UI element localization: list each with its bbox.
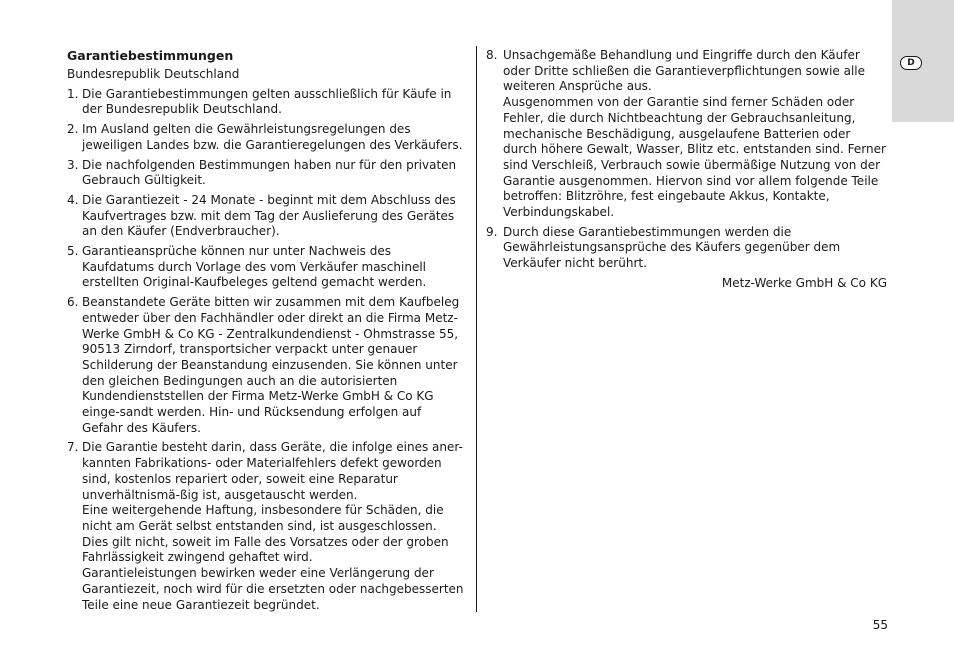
list-item bbox=[67, 122, 465, 153]
list-item-paragraph: Ausgenommen von der Garantie sind ferner Schäden oder Fehler, die durch Nichtbeachtung der Gebrauchsanleitung, mechanische Beschädigung, ausgelaufene Batterien oder durch höhere Gewalt, Wasser, Blitz etc. entstanden sind. Ferner sind Verschleiß, Verbrauch sowie übermäßige Nutzung von der Garantie ausgenommen. Hiervon sind vor allem folgende Teile betroffen: Blitzröhre, fest eingebaute Akkus, Kontakte, Verbindungskabel. bbox=[503, 95, 886, 220]
list-item-paragraph: Garantieansprüche können nur unter Nachweis des Kaufdatums durch Vorlage des vom Verkäufer maschinell erstellten Original-Kaufbeleges geltend gemacht werden. bbox=[82, 244, 427, 290]
list-item bbox=[67, 244, 465, 291]
list-item-number: 9. bbox=[486, 224, 498, 239]
list-item-number: 2. bbox=[67, 122, 79, 137]
list-item-paragraph: Die Garantiezeit - 24 Monate - beginnt mit dem Abschluss des Kaufvertrages bzw. mit dem Tag der Auslieferung des Gerätes an den Käufer (Endverbraucher). bbox=[82, 192, 456, 239]
list-item-number: 4. bbox=[67, 192, 79, 207]
list-item-paragraph: Unsachgemäße Behandlung und Eingriffe durch den Käufer oder Dritte schließen die Garantieverpflichtungen sowie alle weiteren Ansprüche aus. bbox=[503, 48, 865, 94]
list-item bbox=[486, 225, 888, 272]
list-item bbox=[67, 193, 465, 240]
list-item bbox=[486, 48, 888, 221]
terms-list-right bbox=[486, 48, 888, 272]
list-item bbox=[67, 87, 465, 118]
list-item-paragraph: Eine weitergehende Haftung, insbesondere für Schäden, die nicht am Gerät selbst entstanden sind, ist ausgeschlossen. Dies gilt nicht, soweit im Falle des Vorsatzes oder der groben Fahrlässigkeit zwingend gehaftet wird. bbox=[82, 503, 449, 565]
list-item-paragraph: Garantieleistungen bewirken weder eine Verlängerung der Garantiezeit, noch wird für die ersetzten oder nachgebesserten Teile eine neue Garantiezeit begründet. bbox=[82, 566, 464, 612]
list-item bbox=[67, 295, 465, 436]
column-divider bbox=[476, 46, 477, 612]
list-item-paragraph: Die Garantie besteht darin, dass Geräte, die infolge eines aner-kannten Fabrikations- oder Materialfehlers defekt geworden sind, kostenlos repariert oder, soweit eine Reparatur unverhältnismä-ßig ist, ausgetauscht werden. bbox=[82, 440, 463, 502]
list-item-paragraph: Die nachfolgenden Bestimmungen haben nur für den privaten Gebrauch Gültigkeit. bbox=[82, 157, 457, 188]
left-column bbox=[67, 48, 465, 617]
terms-list-left bbox=[67, 87, 465, 614]
list-item bbox=[67, 440, 465, 613]
list-item-number: 6. bbox=[67, 295, 79, 310]
page-number: 55 bbox=[872, 618, 888, 632]
list-item-paragraph: Beanstandete Geräte bitten wir zusammen mit dem Kaufbeleg entweder über den Fachhändler oder direkt an die Firma Metz-Werke GmbH & Co KG - Zentralkundendienst - Ohmstrasse 55, 90513 Zirndorf, transportsicher verpackt unter genauer Schilderung der Beanstandung einzusenden. Sie können unter den gleichen Bedingungen auch an die autorisierten Kundendienststellen der Firma Metz-Werke GmbH & Co KG einge-sandt werden. Hin- und Rücksendung erfolgen auf Gefahr des Käufers. bbox=[82, 295, 460, 435]
section-subtitle: Bundesrepublik Deutschland bbox=[67, 67, 240, 81]
list-item bbox=[67, 158, 465, 189]
list-item-paragraph: Die Garantiebestimmungen gelten ausschließlich für Käufe in der Bundesrepublik Deutschland. bbox=[82, 86, 452, 117]
list-item-number: 5. bbox=[67, 244, 79, 259]
language-badge: D bbox=[900, 56, 922, 70]
list-item-number: 1. bbox=[67, 86, 79, 101]
section-heading: Garantiebestimmungen bbox=[67, 48, 234, 63]
list-item-paragraph: Im Ausland gelten die Gewährleistungsregelungen des jeweiligen Landes bzw. die Garantieregelungen des Verkäufers. bbox=[82, 122, 463, 152]
list-item-number: 3. bbox=[67, 157, 79, 172]
right-column bbox=[486, 48, 888, 292]
list-item-number: 7. bbox=[67, 440, 79, 455]
list-item-paragraph: Durch diese Garantiebestimmungen werden die Gewährleistungsansprüche des Käufers gegenüber dem Verkäufer nicht berührt. bbox=[503, 224, 841, 271]
list-item-number: 8. bbox=[486, 48, 498, 62]
company-signature: Metz-Werke GmbH & Co KG bbox=[721, 275, 887, 290]
